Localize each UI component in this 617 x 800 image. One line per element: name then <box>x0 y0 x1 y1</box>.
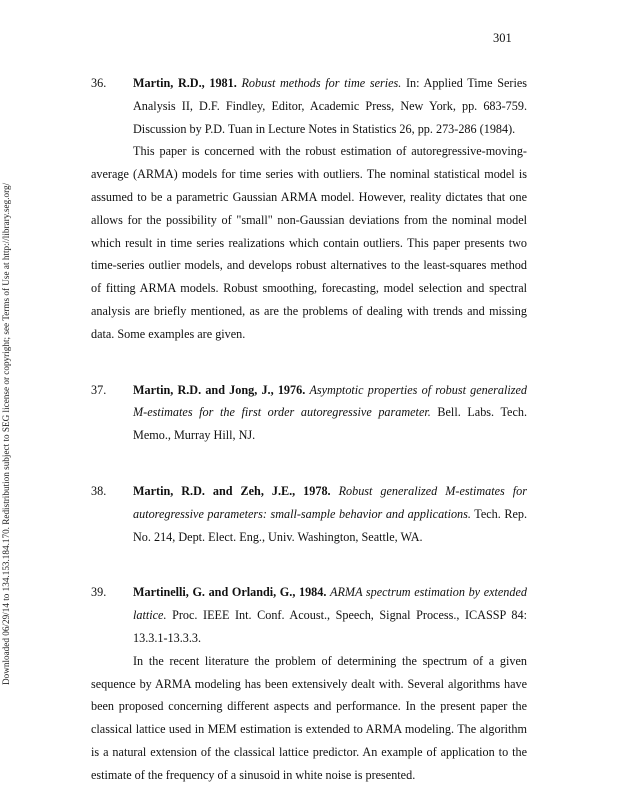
reference-number: 36. <box>91 76 107 90</box>
reference-author: Martin, R.D. and Zeh, J.E., 1978. <box>133 483 331 498</box>
reference-number: 37. <box>91 382 107 397</box>
reference-citation <box>91 72 527 140</box>
reference-entry <box>91 480 527 548</box>
reference-citation <box>91 581 527 649</box>
reference-author: Martin, R.D., 1981. <box>133 76 237 90</box>
reference-title: ARMA spectrum estimation by extended lattice. <box>133 585 527 623</box>
reference-source: Proc. IEEE Int. Conf. Acoust., Speech, Signal Process., ICASSP 84: 13.3.1-13.3.3. <box>133 608 527 645</box>
reference-entry <box>91 379 527 447</box>
reference-source: Tech. Rep. No. 214, Dept. Elect. Eng., Univ. Washington, Seattle, WA. <box>133 506 528 544</box>
download-notice: Downloaded 06/29/14 to 134.153.184.170. Redistribution subject to SEG license or copyright; see Terms of Use at http://library.seg.org/ <box>1 182 11 685</box>
reference-entry <box>91 581 527 786</box>
reference-list <box>91 72 527 787</box>
reference-source: Bell. Labs. Tech. Memo., Murray Hill, NJ. <box>133 405 527 443</box>
reference-number: 39. <box>91 585 107 600</box>
reference-citation <box>91 480 527 548</box>
reference-abstract: This paper is concerned with the robust estimation of autoregressive-moving-average (ARMA) models for time series with outliers. The nominal statistical model is assumed to be a parametric Gaussian ARMA model. However, reality dictates that one allows for the possibility of "small" non-Gaussian deviations from the nominal model which result in time series realizations which contain outliers. This paper presents two time-series outlier models, and develops robust alternatives to the least-squares method of fitting ARMA models. Robust smoothing, forecasting, model selection and spectral analysis are briefly mentioned, as are the problems of dealing with trends and missing data. Some examples are given. <box>91 144 527 341</box>
reference-author: Martin, R.D. and Jong, J., 1976. <box>133 382 306 397</box>
page-number: 301 <box>493 31 512 45</box>
reference-number: 38. <box>91 483 107 498</box>
reference-entry <box>91 72 527 346</box>
reference-title: Robust generalized M-estimates for autoregressive parameters: small-sample behavior and applications. <box>133 483 527 521</box>
reference-citation <box>91 379 527 447</box>
reference-source: In: Applied Time Series Analysis II, D.F. Findley, Editor, Academic Press, New York, pp. 683-759. Discussion by P.D. Tuan in Lecture Notes in Statistics 26, pp. 273-286 (1984). <box>133 76 527 136</box>
reference-author: Martinelli, G. and Orlandi, G., 1984. <box>133 585 327 600</box>
reference-title: Asymptotic properties of robust generalized M-estimates for the first order autoregressive parameter. <box>133 382 528 420</box>
reference-abstract: In the recent literature the problem of determining the spectrum of a given sequence by ARMA modeling has been extensively dealt with. Several algorithms have been proposed concerning different aspects and performance. In the present paper the classical lattice used in MEM estimation is extended to ARMA modeling. The algorithm is a natural extension of the classical lattice predictor. An example of application to the estimate of the frequency of a sinusoid in white noise is presented. <box>91 653 527 782</box>
reference-title: Robust methods for time series. <box>241 76 402 90</box>
